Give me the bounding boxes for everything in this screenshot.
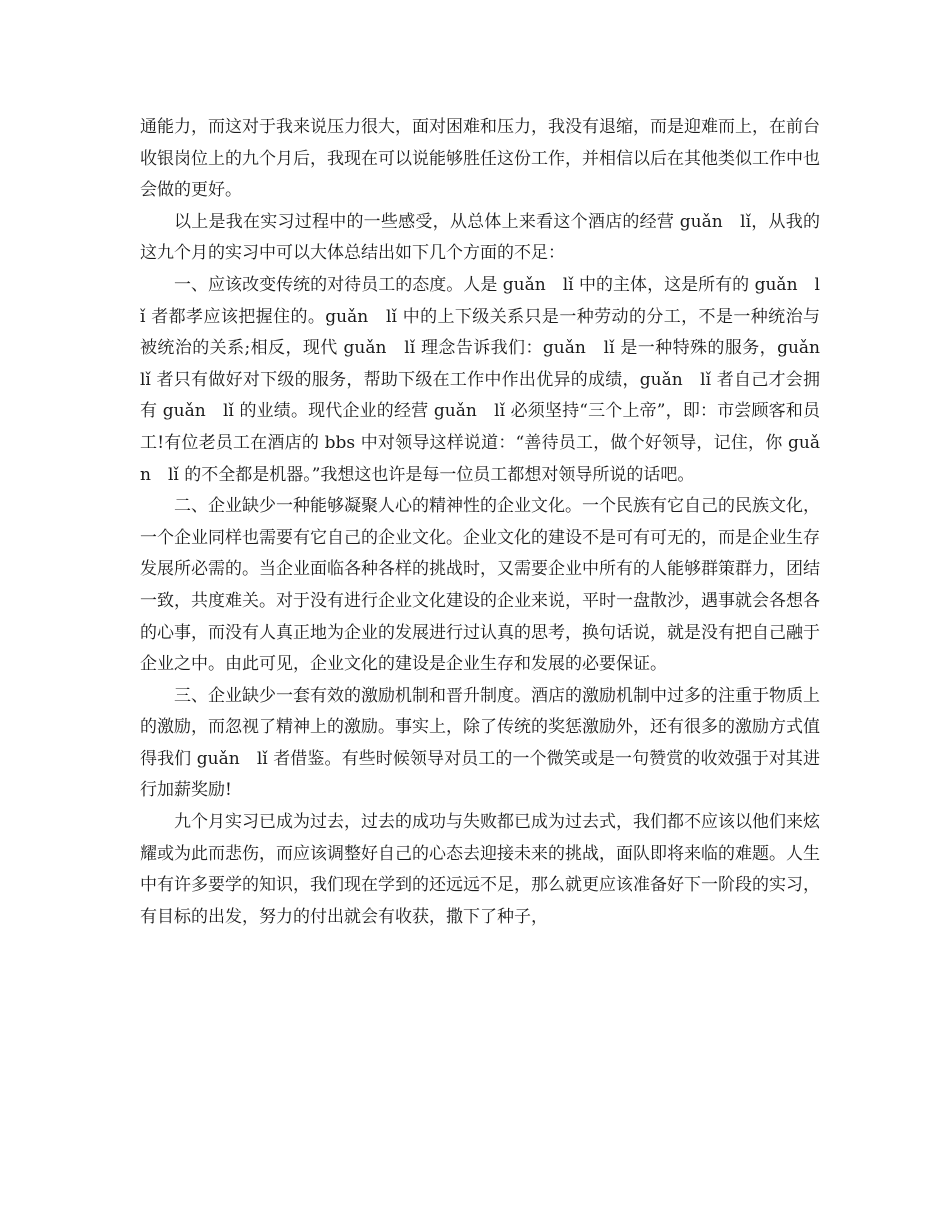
paragraph-continuation: 通能力，而这对于我来说压力很大，面对困难和压力，我没有退缩，而是迎难而上，在前台收银岗位上的九个月后，我现在可以说能够胜任这份工作，并相信以后在其他类似工作中也会做的更好。 (140, 117, 820, 201)
paragraph-conclusion: 九个月实习已成为过去，过去的成功与失败都已成为过去式，我们都不应该以他们来炫耀或为此而悲伤，而应该调整好自己的心态去迎接未来的挑战，面队即将来临的难题。人生中有许多要学的知识，我们现在学到的还远远不足，那么就更应该准备好下一阶段的实习，有目标的出发，努力的付出就会有收获，撒下了种子， (140, 812, 820, 927)
paragraph-point-two: 二、企业缺少一种能够凝聚人心的精神性的企业文化。一个民族有它自己的民族文化，一个企业同样也需要有它自己的企业文化。企业文化的建设不是可有可无的，而是企业生存发展所必需的。当企业面临各种各样的挑战时，又需要企业中所有的人能够群策群力，团结一致，共度难关。对于没有进行企业文化建设的企业来说，平时一盘散沙，遇事就会各想各的心事，而没有人真正地为企业的发展进行过认真的思考，换句话说，就是没有把自己融于企业之中。由此可见，企业文化的建设是企业生存和发展的必要保证。 (140, 496, 820, 675)
paragraph-summary-intro: 以上是我在实习过程中的一些感受，从总体上来看这个酒店的经营 guǎn lǐ，从我的这九个月的实习中可以大体总结出如下几个方面的不足： (140, 211, 820, 264)
paragraph-point-three: 三、企业缺少一套有效的激励机制和晋升制度。酒店的激励机制中过多的注重于物质上的激励，而忽视了精神上的激励。事实上，除了传统的奖惩激励外，还有很多的激励方式值得我们 guǎn lǐ 者借鉴。有些时候领导对员工的一个微笑或是一句赞赏的收效强于对其进行加薪奖励! (140, 685, 820, 801)
document-body (140, 112, 837, 933)
paragraph-point-one: 一、应该改变传统的对待员工的态度。人是 guǎn lǐ 中的主体，这是所有的 guǎn lǐ 者都孝应该把握住的。guǎn lǐ 中的上下级关系只是一种劳动的分工，不是一种统治与被统治的关系;相反，现代 guǎn lǐ 理念告诉我们：guǎn lǐ 是一种特殊的服务，guǎn lǐ 者只有做好对下级的服务，帮助下级在工作中作出优异的成绩，guǎn lǐ 者自己才会拥有 guǎn lǐ 的业绩。现代企业的经营 guǎn lǐ 必须坚持“三个上帝”，即：市尝顾客和员工!有位老员工在酒店的 bbs 中对领导这样说道：“善待员工，做个好领导，记住，你 guǎn lǐ 的不全都是机器。”我想这也许是每一位员工都想对领导所说的话吧。 (140, 274, 837, 485)
